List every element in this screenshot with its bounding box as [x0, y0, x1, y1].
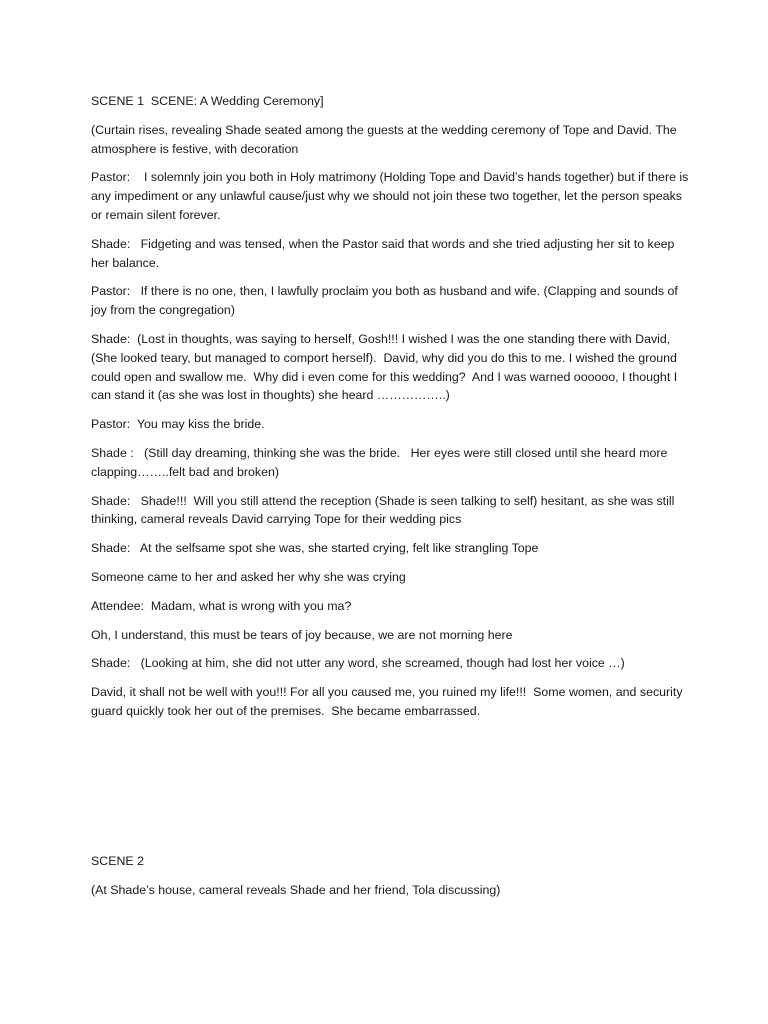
paragraph-pastor-vows: Pastor: I solemnly join you both in Holy matrimony (Holding Tope and David’s hands together) but if there is any impediment or any unlawful cause/just why we should not join these two together, let the person speaks or remain silent forever.: [91, 170, 692, 222]
paragraph-someone-came: Someone came to her and asked her why she was crying: [91, 569, 406, 584]
paragraph-shade-screamed: Shade: (Looking at him, she did not utter any word, she screamed, though had lost her voice …): [91, 656, 625, 671]
paragraph-shade-fidgeting: Shade: Fidgeting and was tensed, when the Pastor said that words and she tried adjusting her sit to keep her balance.: [91, 236, 678, 270]
scene-1-section: [91, 92, 691, 731]
paragraph-shade-crying: Shade: At the selfsame spot she was, she started crying, felt like strangling Tope: [91, 541, 539, 556]
paragraph-stage-direction-opening: (Curtain rises, revealing Shade seated among the guests at the wedding ceremony of Tope and David. The atmosphere is festive, with decoration: [91, 122, 681, 156]
paragraph-scene-2-direction: (At Shade’s house, cameral reveals Shade and her friend, Tola discussing): [91, 882, 501, 897]
paragraph-shade-thoughts: Shade: (Lost in thoughts, was saying to herself, Gosh!!! I wished I was the one standing there with David, (She looked teary, but managed to comport herself). David, why did you do this to me. I wished the ground could open and swallow me. Why did i even come for this wedding? And I was warned oooooo, I thought I can stand it (as she was lost in thoughts) she heard ……………..): [91, 331, 681, 403]
paragraph-shade-reception: Shade: Shade!!! Will you still attend the reception (Shade is seen talking to self) hesitant, as she was still thinking, cameral reveals David carrying Tope for their wedding pics: [91, 493, 678, 527]
paragraph-tears-of-joy: Oh, I understand, this must be tears of joy because, we are not morning here: [91, 627, 513, 642]
scene-2-heading: SCENE 2: [91, 854, 145, 868]
paragraph-david-curse: David, it shall not be well with you!!! For all you caused me, you ruined my life!!! Some women, and security guard quickly took her out of the premises. She became embarrassed.: [91, 685, 687, 718]
paragraph-pastor-proclaim: Pastor: If there is no one, then, I lawfully proclaim you both as husband and wife. (Clapping and sounds of joy from the congregation): [91, 284, 682, 318]
scene-1-heading: SCENE 1 SCENE: A Wedding Ceremony]: [91, 94, 324, 108]
scene-2-section: [91, 852, 691, 910]
paragraph-pastor-kiss: Pastor: You may kiss the bride.: [91, 417, 265, 432]
paragraph-attendee: Attendee: Madam, what is wrong with you ma?: [91, 598, 352, 613]
paragraph-shade-daydream: Shade : (Still day dreaming, thinking she was the bride. Her eyes were still closed until she heard more clapping……..felt bad and broken): [91, 445, 671, 479]
